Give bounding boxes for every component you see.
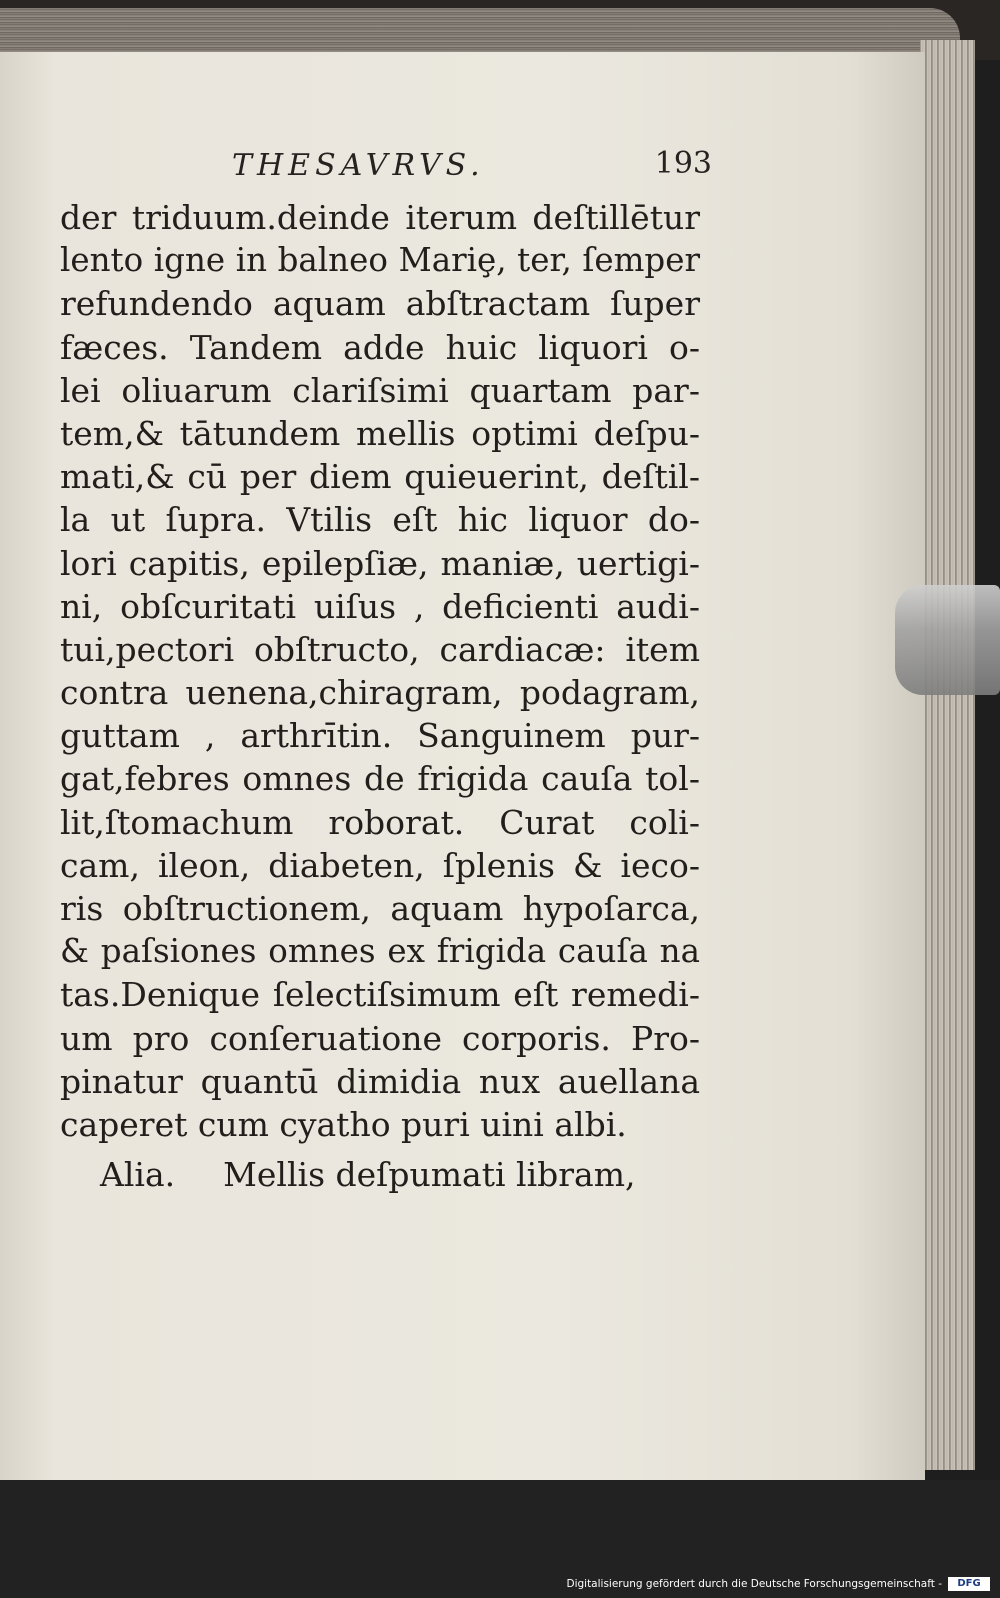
text-line: tem,& tātundem mellis optimi deſpu- — [60, 413, 700, 453]
text-line: lit,ſtomachum roborat. Curat coli- — [60, 802, 700, 842]
text-line: refundendo aquam abſtractam ſuper — [60, 284, 700, 324]
digitization-credit: Digitalisierung gefördert durch die Deutsche Forschungsgemeinschaft - — [566, 1578, 942, 1590]
text-line: mati,& cū per diem quieuerint, deſtil- — [60, 457, 700, 497]
running-head: THESAVRVS. — [232, 148, 485, 183]
body-text — [60, 196, 700, 1198]
page-number: 193 — [654, 146, 712, 181]
page-clip — [895, 585, 1000, 695]
text-line: cam, ileon, diabeten, ſplenis & ieco- — [60, 845, 700, 885]
text-line: fæces. Tandem adde huic liquori o- — [60, 327, 700, 367]
text-line: lori capitis, epilepſiæ, maniæ, uertigi- — [60, 543, 700, 583]
text-line: gat,febres omnes de frigida cauſa tol- — [60, 759, 700, 799]
text-line: lento igne in balneo Mariȩ, ter, ſemper — [60, 241, 700, 280]
text-line: der triduum.deinde iterum deſtillētur — [60, 198, 700, 237]
subhead-text: Mellis deſpumati libram, — [223, 1154, 636, 1194]
text-line: tui,pectori obſtructo, cardiacæ: item — [60, 629, 700, 669]
text-line: guttam , arthrītin. Sanguinem pur- — [60, 716, 700, 756]
text-line: lei oliuarum clariſsimi quartam par- — [60, 370, 700, 410]
text-line: um pro conſeruatione corporis. Pro- — [60, 1018, 700, 1058]
recipe-subhead — [60, 1150, 700, 1198]
text-line: & paſsiones omnes ex frigida cauſa na — [60, 932, 700, 971]
page-header — [232, 148, 712, 188]
text-line: pinatur quantū dimidia nux auellana — [60, 1061, 700, 1101]
text-line: ni, obſcuritati uiſus , deficienti audi- — [60, 586, 700, 626]
text-line: contra uenena,chiragram, podagram, — [60, 673, 700, 713]
dfg-logo: DFG — [948, 1577, 990, 1591]
subhead-label: Alia. — [100, 1154, 176, 1194]
text-line: caperet cum cyatho puri uini albi. — [60, 1104, 627, 1144]
text-line: la ut ſupra. Vtilis eſt hic liquor do- — [60, 500, 700, 540]
book-page-edges-right — [920, 40, 975, 1470]
text-line: ris obſtructionem, aquam hypoſarca, — [60, 889, 700, 928]
text-line: tas.Denique ſelectiſsimum eſt remedi- — [60, 975, 700, 1015]
